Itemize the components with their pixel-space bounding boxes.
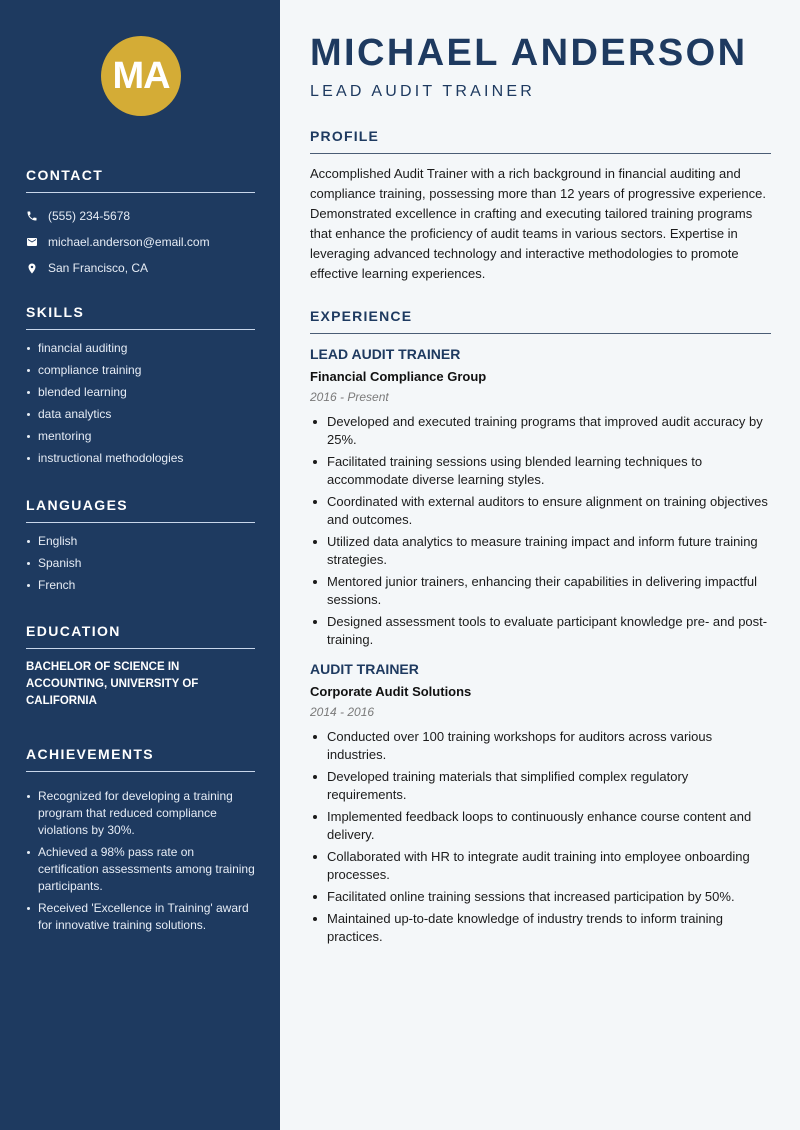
- education-degree: BACHELOR OF SCIENCE IN ACCOUNTING, UNIVERSITY OF CALIFORNIA: [26, 661, 199, 707]
- job-bullet: Developed training materials that simplified complex regulatory requirements.: [310, 768, 771, 804]
- avatar: MA: [101, 36, 181, 116]
- languages-section: [26, 497, 255, 599]
- contact-heading: CONTACT: [26, 167, 255, 193]
- job-bullet: Implemented feedback loops to continuously enhance course content and delivery.: [310, 808, 771, 844]
- job-dates: 2016 - Present: [310, 390, 389, 404]
- candidate-name: MICHAEL ANDERSON: [310, 32, 748, 74]
- profile-section: [310, 128, 771, 284]
- job-bullet: Mentored junior trainers, enhancing their capabilities in delivering impactful sessions.: [310, 573, 771, 609]
- job-bullet: Facilitated online training sessions that increased participation by 50%.: [310, 888, 771, 906]
- job-bullet: Coordinated with external auditors to ensure alignment on training objectives and outcomes.: [310, 493, 771, 529]
- job-company: Financial Compliance Group: [310, 369, 487, 384]
- email-icon: [26, 236, 48, 248]
- experience-heading: EXPERIENCE: [310, 308, 771, 334]
- phone-icon: [26, 210, 48, 222]
- achievements-heading: ACHIEVEMENTS: [26, 746, 255, 772]
- education-section: [26, 623, 255, 710]
- profile-summary: Accomplished Audit Trainer with a rich background in financial auditing and compliance training, possessing more than 12 years of progressive experience. Demonstrated excellence in crafting and executing tailored training programs that enhance the proficiency of audit teams in various sectors. Expertise in leveraging advanced technology and interactive methodologies to promote effective learning experiences.: [310, 166, 766, 281]
- skill-item: instructional methodologies: [26, 450, 255, 466]
- skills-list: [26, 340, 255, 466]
- skill-item: mentoring: [26, 428, 255, 444]
- languages-heading: LANGUAGES: [26, 497, 255, 523]
- job-bullet: Facilitated training sessions using blended learning techniques to accommodate diverse learning styles.: [310, 453, 771, 489]
- job-bullet: Maintained up-to-date knowledge of industry trends to inform training practices.: [310, 910, 771, 946]
- language-item: English: [26, 533, 255, 549]
- location-text: San Francisco, CA: [48, 261, 149, 275]
- job-bullets: [310, 728, 771, 946]
- candidate-title: LEAD AUDIT TRAINER: [310, 83, 536, 100]
- skill-item: blended learning: [26, 384, 255, 400]
- contact-section: [26, 167, 255, 281]
- job-bullets: [310, 413, 771, 649]
- sidebar: [0, 0, 280, 1130]
- language-item: French: [26, 577, 255, 593]
- skill-item: financial auditing: [26, 340, 255, 356]
- job-bullet: Conducted over 100 training workshops for auditors across various industries.: [310, 728, 771, 764]
- achievement-item: Recognized for developing a training program that reduced compliance violations by 30%.: [26, 788, 255, 839]
- skills-heading: SKILLS: [26, 304, 255, 330]
- job-entry: [310, 661, 771, 946]
- contact-location: [26, 255, 255, 281]
- job-bullet: Collaborated with HR to integrate audit training into employee onboarding processes.: [310, 848, 771, 884]
- job-entry: [310, 346, 771, 649]
- achievements-list: [26, 788, 255, 934]
- contact-email: [26, 229, 255, 255]
- language-item: Spanish: [26, 555, 255, 571]
- contact-phone: [26, 203, 255, 229]
- achievements-section: [26, 746, 255, 939]
- job-company: Corporate Audit Solutions: [310, 684, 472, 699]
- languages-list: [26, 533, 255, 593]
- job-title: LEAD AUDIT TRAINER: [310, 346, 461, 362]
- achievement-item: Received 'Excellence in Training' award for innovative training solutions.: [26, 900, 255, 934]
- skill-item: compliance training: [26, 362, 255, 378]
- phone-text: (555) 234-5678: [48, 209, 131, 223]
- education-heading: EDUCATION: [26, 623, 255, 649]
- job-bullet: Designed assessment tools to evaluate participant knowledge pre- and post-training.: [310, 613, 771, 649]
- job-dates: 2014 - 2016: [310, 705, 375, 719]
- job-bullet: Developed and executed training programs that improved audit accuracy by 25%.: [310, 413, 771, 449]
- profile-heading: PROFILE: [310, 128, 771, 154]
- job-bullet: Utilized data analytics to measure training impact and inform future training strategies.: [310, 533, 771, 569]
- experience-section: [310, 308, 771, 950]
- achievement-item: Achieved a 98% pass rate on certification assessments among training participants.: [26, 844, 255, 895]
- skills-section: [26, 304, 255, 472]
- job-title: AUDIT TRAINER: [310, 661, 419, 677]
- contact-list: [26, 203, 255, 281]
- skill-item: data analytics: [26, 406, 255, 422]
- location-pin-icon: [26, 262, 48, 275]
- email-text: michael.anderson@email.com: [48, 235, 210, 249]
